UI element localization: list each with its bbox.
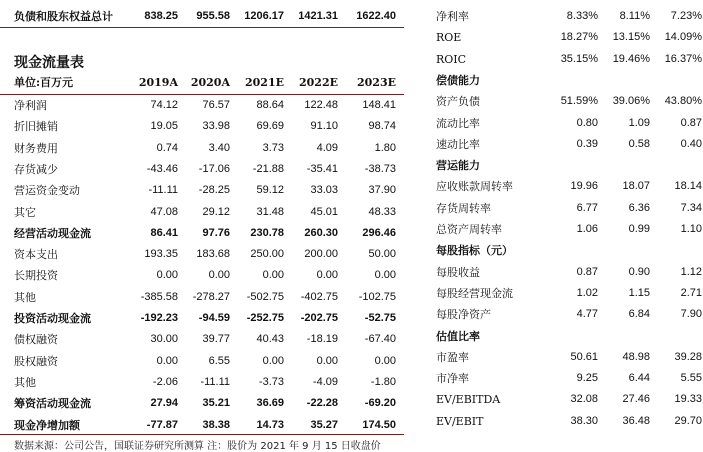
table-row bbox=[0, 393, 404, 414]
value-cell: 97.76 bbox=[202, 226, 230, 239]
value-cell: -21.88 bbox=[252, 162, 284, 175]
year-header: 2022E bbox=[299, 76, 338, 89]
value-cell: 250.00 bbox=[250, 248, 284, 261]
value-cell: -278.27 bbox=[192, 290, 230, 303]
value-cell: 51.59% bbox=[560, 95, 598, 108]
value-cell: 37.90 bbox=[368, 184, 396, 197]
table-row bbox=[428, 219, 703, 240]
value-cell: 27.94 bbox=[150, 397, 178, 410]
row-label: EV/EBIT bbox=[436, 414, 484, 428]
value-cell: 86.41 bbox=[150, 226, 178, 239]
value-cell: 6.36 bbox=[628, 201, 650, 214]
value-cell: 9.25 bbox=[576, 372, 598, 385]
value-cell: -11.11 bbox=[148, 184, 178, 197]
row-label: 净利率 bbox=[436, 10, 469, 23]
value-cell: 183.68 bbox=[196, 248, 230, 261]
table-row bbox=[0, 138, 404, 159]
value-cell: 0.00 bbox=[262, 354, 284, 367]
value-cell: 18.27% bbox=[560, 31, 598, 44]
table-row bbox=[428, 176, 703, 197]
table-row bbox=[0, 415, 404, 436]
value-cell: 48.98 bbox=[622, 350, 650, 363]
value-cell: -77.87 bbox=[146, 418, 178, 431]
value-cell: 0.00 bbox=[156, 269, 178, 282]
table-row bbox=[0, 180, 404, 201]
value-cell: 1.09 bbox=[628, 116, 650, 129]
value-cell: 4.77 bbox=[576, 308, 598, 321]
value-cell: 6.55 bbox=[208, 354, 230, 367]
value-cell: 19.33 bbox=[674, 393, 702, 406]
value-cell: 30.00 bbox=[150, 333, 178, 346]
row-label: ROE bbox=[436, 31, 462, 45]
value-cell: 0.00 bbox=[374, 269, 396, 282]
value-cell: 0.40 bbox=[680, 137, 702, 150]
source-note: 数据来源：公司公告，国联证券研究所测算 注：股价为 2021 年 9 月 15 日收盘价 bbox=[14, 441, 381, 452]
value-cell: 200.00 bbox=[304, 248, 338, 261]
value-cell: -192.23 bbox=[140, 312, 178, 324]
value-cell: 3.73 bbox=[262, 141, 284, 154]
value-cell: 32.08 bbox=[570, 393, 598, 406]
table-row bbox=[428, 198, 703, 219]
value-cell: 27.46 bbox=[622, 393, 650, 406]
value-cell: -69.20 bbox=[364, 397, 396, 410]
table-row bbox=[0, 116, 404, 137]
value-cell: 1.12 bbox=[680, 265, 702, 278]
value-cell: 36.69 bbox=[256, 397, 284, 410]
row-label: 投资活动现金流 bbox=[14, 312, 91, 325]
table-row bbox=[428, 91, 703, 112]
value-cell: 1.02 bbox=[576, 286, 598, 299]
row-label: 每股收益 bbox=[436, 265, 480, 279]
row-label: 偿债能力 bbox=[436, 73, 480, 87]
value-cell: -2.06 bbox=[152, 375, 178, 388]
value-cell: 7.23% bbox=[670, 10, 702, 22]
value-cell: 33.03 bbox=[310, 184, 338, 197]
value-cell: 1622.40 bbox=[356, 10, 396, 22]
row-label: 长期投资 bbox=[14, 269, 58, 283]
value-cell: -202.75 bbox=[300, 312, 338, 324]
value-cell: 74.12 bbox=[150, 99, 178, 111]
row-label: 速动比率 bbox=[436, 137, 480, 151]
cashflow-title: 现金流量表 bbox=[14, 55, 84, 71]
value-cell: 98.74 bbox=[368, 120, 396, 133]
value-cell: 35.27 bbox=[310, 418, 338, 431]
value-cell: 0.00 bbox=[374, 354, 396, 367]
table-row bbox=[0, 287, 404, 308]
row-label: 估值比率 bbox=[436, 329, 480, 343]
row-label: 资产负债 bbox=[436, 95, 480, 109]
table-row bbox=[428, 283, 703, 304]
value-cell: 36.48 bbox=[622, 414, 650, 427]
value-cell: 91.10 bbox=[310, 120, 338, 133]
row-label: 现金净增加额 bbox=[14, 418, 80, 432]
value-cell: 7.90 bbox=[680, 308, 702, 321]
row-label: 筹资活动现金流 bbox=[14, 397, 91, 411]
value-cell: 6.77 bbox=[576, 201, 598, 214]
year-header: 2019A bbox=[138, 76, 178, 89]
value-cell: -94.59 bbox=[198, 312, 230, 324]
value-cell: 174.50 bbox=[362, 418, 396, 431]
value-cell: 1.80 bbox=[374, 141, 396, 154]
row-label: 其他 bbox=[14, 290, 36, 304]
value-cell: 39.77 bbox=[202, 333, 230, 346]
value-cell: 48.33 bbox=[368, 205, 396, 218]
row-label: 存货减少 bbox=[14, 162, 58, 176]
value-cell: 18.07 bbox=[622, 180, 650, 193]
value-cell: 8.33% bbox=[566, 10, 598, 22]
row-label: 债权融资 bbox=[14, 333, 58, 347]
row-label: ROIC bbox=[436, 52, 467, 66]
table-row bbox=[428, 134, 703, 155]
value-cell: 955.58 bbox=[196, 10, 230, 22]
value-cell: 14.09% bbox=[664, 31, 702, 44]
table-row bbox=[0, 265, 404, 286]
value-cell: 88.64 bbox=[256, 99, 284, 111]
value-cell: -18.19 bbox=[306, 333, 338, 346]
row-label: 市净率 bbox=[436, 372, 469, 386]
table-row bbox=[428, 49, 703, 70]
value-cell: 0.00 bbox=[262, 269, 284, 282]
value-cell: 8.11% bbox=[619, 10, 650, 22]
value-cell: 1206.17 bbox=[244, 10, 284, 22]
divider bbox=[0, 27, 404, 28]
section-heading bbox=[428, 326, 703, 347]
table-row bbox=[428, 347, 703, 368]
row-label: 应收账款周转率 bbox=[436, 180, 513, 194]
value-cell: 45.01 bbox=[310, 205, 338, 218]
row-label: 净利润 bbox=[14, 99, 47, 112]
table-row bbox=[0, 351, 404, 372]
row-label: 总资产周转率 bbox=[436, 223, 502, 236]
row-label: 每股净资产 bbox=[436, 308, 491, 322]
row-label: 营运能力 bbox=[436, 159, 480, 173]
value-cell: -17.06 bbox=[198, 162, 230, 175]
value-cell: 19.96 bbox=[570, 180, 598, 193]
table-row bbox=[428, 304, 703, 325]
value-cell: 838.25 bbox=[144, 10, 178, 22]
value-cell: 1421.31 bbox=[298, 10, 338, 22]
value-cell: -35.41 bbox=[306, 162, 338, 175]
table-row bbox=[428, 113, 703, 134]
value-cell: 0.00 bbox=[156, 354, 178, 367]
value-cell: -102.75 bbox=[358, 290, 396, 303]
value-cell: -502.75 bbox=[246, 290, 284, 303]
value-cell: -4.09 bbox=[312, 375, 338, 388]
value-cell: 260.30 bbox=[304, 226, 338, 239]
value-cell: -252.75 bbox=[246, 312, 284, 324]
table-row bbox=[0, 244, 404, 265]
row-label: 负债和股东权益总计 bbox=[14, 10, 113, 23]
value-cell: 39.28 bbox=[674, 350, 702, 363]
section-heading bbox=[428, 70, 703, 91]
row-label: 其它 bbox=[14, 205, 36, 219]
value-cell: 6.84 bbox=[628, 308, 650, 321]
row-label: 每股经营现金流 bbox=[436, 286, 513, 300]
value-cell: 19.05 bbox=[150, 120, 178, 133]
table-row bbox=[0, 223, 404, 244]
row-label: 流动比率 bbox=[436, 116, 480, 130]
value-cell: 0.80 bbox=[576, 116, 598, 129]
value-cell: 5.55 bbox=[680, 372, 702, 385]
table-row bbox=[428, 262, 703, 283]
total-liabilities-equity-row bbox=[0, 6, 404, 27]
value-cell: 47.08 bbox=[150, 205, 178, 218]
value-cell: -28.25 bbox=[198, 184, 230, 197]
value-cell: 148.41 bbox=[362, 99, 396, 111]
year-header: 2020A bbox=[190, 76, 230, 89]
value-cell: 31.48 bbox=[256, 205, 284, 218]
row-label: 存货周转率 bbox=[436, 201, 491, 215]
value-cell: -67.40 bbox=[364, 333, 396, 346]
table-row bbox=[0, 329, 404, 350]
value-cell: 33.98 bbox=[202, 120, 230, 133]
value-cell: 43.80% bbox=[664, 95, 702, 108]
row-label: 市盈率 bbox=[436, 350, 469, 364]
value-cell: -38.73 bbox=[364, 162, 396, 175]
value-cell: 35.15% bbox=[560, 52, 598, 65]
value-cell: 0.74 bbox=[156, 141, 178, 154]
value-cell: -402.75 bbox=[300, 290, 338, 303]
value-cell: 16.37% bbox=[664, 52, 702, 65]
value-cell: 4.09 bbox=[316, 141, 338, 154]
value-cell: 0.00 bbox=[316, 354, 338, 367]
value-cell: 0.90 bbox=[628, 265, 650, 278]
value-cell: 76.57 bbox=[202, 99, 230, 111]
value-cell: 50.00 bbox=[368, 248, 396, 261]
table-row bbox=[0, 159, 404, 180]
value-cell: 2.71 bbox=[680, 286, 702, 299]
value-cell: 6.44 bbox=[628, 372, 650, 385]
row-label: 其他 bbox=[14, 375, 36, 389]
value-cell: 7.34 bbox=[680, 201, 702, 214]
value-cell: -11.11 bbox=[200, 375, 230, 388]
row-label: 每股指标（元） bbox=[436, 244, 513, 258]
table-row bbox=[0, 202, 404, 223]
value-cell: 29.12 bbox=[202, 205, 230, 218]
table-row bbox=[428, 368, 703, 389]
table-row bbox=[428, 389, 703, 410]
value-cell: 0.00 bbox=[316, 269, 338, 282]
value-cell: 0.87 bbox=[576, 265, 598, 278]
value-cell: 38.30 bbox=[570, 414, 598, 427]
value-cell: -43.46 bbox=[146, 162, 178, 175]
value-cell: 40.43 bbox=[256, 333, 284, 346]
value-cell: 59.12 bbox=[256, 184, 284, 197]
year-header: 2021E bbox=[245, 76, 284, 89]
value-cell: -52.75 bbox=[364, 312, 396, 324]
value-cell: -1.80 bbox=[370, 375, 396, 388]
unit-label: 单位:百万元 bbox=[14, 76, 74, 89]
value-cell: 19.46% bbox=[612, 52, 650, 65]
value-cell: 193.35 bbox=[144, 248, 178, 261]
value-cell: 1.06 bbox=[576, 223, 598, 235]
value-cell: 29.70 bbox=[674, 414, 702, 427]
divider bbox=[0, 434, 404, 435]
value-cell: 1.15 bbox=[628, 286, 650, 299]
value-cell: 14.73 bbox=[256, 418, 284, 431]
value-cell: 50.61 bbox=[570, 350, 598, 363]
value-cell: 230.78 bbox=[250, 226, 284, 239]
value-cell: 1.10 bbox=[680, 223, 702, 235]
value-cell: 0.39 bbox=[576, 137, 598, 150]
value-cell: 18.14 bbox=[674, 180, 702, 193]
value-cell: 0.00 bbox=[208, 269, 230, 282]
value-cell: 122.48 bbox=[304, 99, 338, 111]
table-row bbox=[428, 6, 703, 27]
value-cell: 0.99 bbox=[628, 223, 650, 235]
value-cell: 38.38 bbox=[202, 418, 230, 431]
value-cell: 3.40 bbox=[208, 141, 230, 154]
value-cell: 0.87 bbox=[680, 116, 702, 129]
value-cell: -22.28 bbox=[306, 397, 338, 410]
table-row bbox=[0, 308, 404, 329]
year-header: 2023E bbox=[357, 76, 396, 89]
row-label: EV/EBITDA bbox=[436, 393, 501, 407]
section-heading bbox=[428, 155, 703, 176]
value-cell: 0.58 bbox=[628, 137, 650, 150]
row-label: 股权融资 bbox=[14, 354, 58, 368]
value-cell: -3.73 bbox=[258, 375, 284, 388]
value-cell: 39.06% bbox=[612, 95, 650, 108]
table-row bbox=[0, 95, 404, 116]
table-row bbox=[0, 372, 404, 393]
table-row bbox=[428, 411, 703, 432]
value-cell: 296.46 bbox=[362, 226, 396, 239]
value-cell: 35.21 bbox=[202, 397, 230, 410]
table-row bbox=[428, 27, 703, 48]
row-label: 财务费用 bbox=[14, 141, 58, 155]
section-heading bbox=[428, 240, 703, 261]
value-cell: 69.69 bbox=[256, 120, 284, 133]
value-cell: 13.15% bbox=[612, 31, 650, 44]
row-label: 营运资金变动 bbox=[14, 184, 80, 198]
cashflow-header-row bbox=[0, 72, 404, 93]
row-label: 折旧摊销 bbox=[14, 120, 58, 134]
value-cell: -385.58 bbox=[140, 290, 178, 303]
row-label: 经营活动现金流 bbox=[14, 226, 91, 240]
row-label: 资本支出 bbox=[14, 248, 58, 262]
